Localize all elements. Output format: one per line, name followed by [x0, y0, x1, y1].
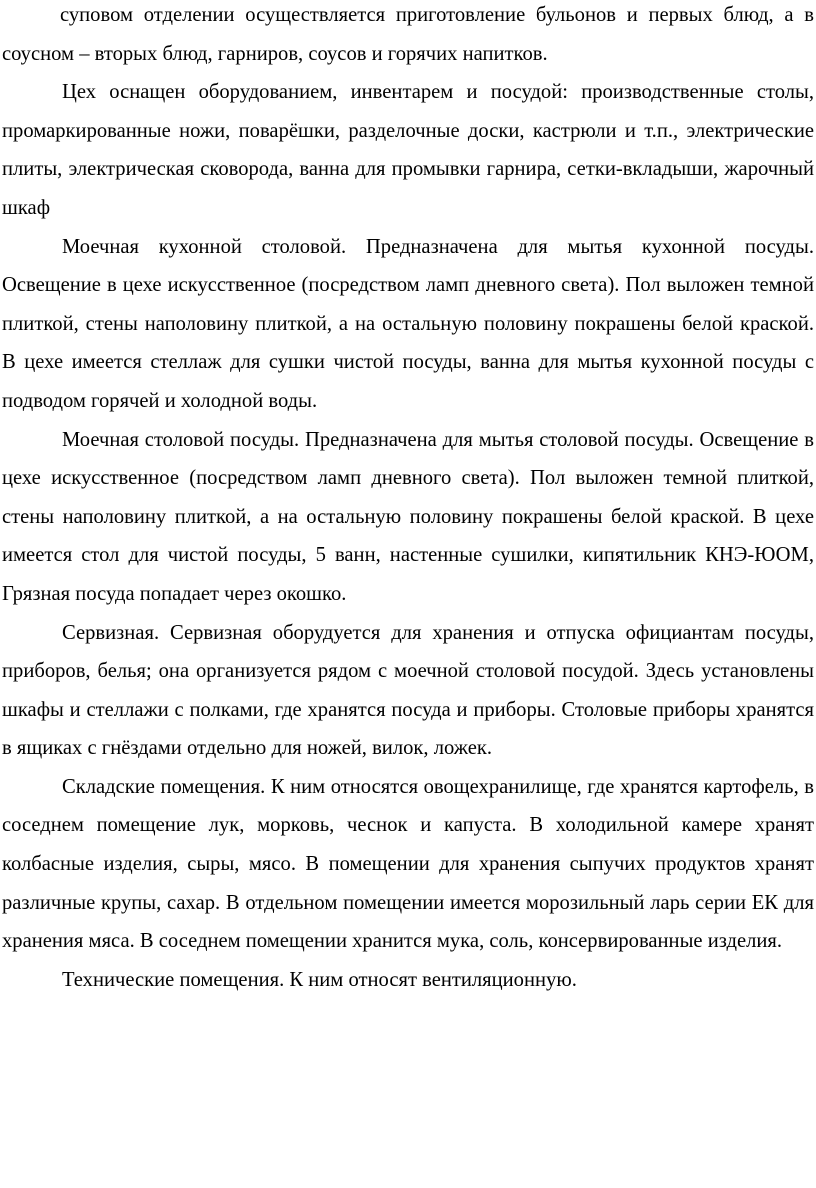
- paragraph-heading: Моечная кухонной столовой.: [62, 235, 347, 258]
- paragraph-heading: Моечная столовой посуды.: [62, 428, 300, 451]
- paragraph-heading: Складские помещения.: [62, 775, 266, 798]
- paragraph-soup-section: [2, 0, 814, 73]
- paragraph-text: суповом отделении осуществляется приготовление бульонов и первых блюд, а в соусном – вторых блюд, гарниров, соусов и горячих напитков.: [2, 4, 814, 65]
- paragraph-equipment: [2, 73, 814, 227]
- paragraph-heading: Сервизная.: [62, 621, 160, 644]
- paragraph-storage-rooms: [2, 768, 814, 961]
- paragraph-technical-rooms: [2, 961, 814, 1000]
- paragraph-text: К ним относятся овощехранилище, где хранятся картофель, в соседнем помещение лук, морковь, чеснок и капуста. В холодильной камере хранят колбасные изделия, сыры, мясо. В помещении для хранения сыпучих продуктов хранят различные крупы, сахар. В отдельном помещении имеется морозильный ларь серии ЕК для хранения мяса. В соседнем помещении хранится мука, соль, консервированные изделия.: [2, 775, 814, 953]
- paragraph-text: К ним относят вентиляционную.: [284, 968, 577, 991]
- paragraph-tableware-washroom: [2, 421, 814, 614]
- paragraph-text: Сервизная оборудуется для хранения и отпуска официантам посуды, приборов, белья; она организуется рядом с моечной столовой посудой. Здесь установлены шкафы и стеллажи с полками, где хранятся посуда и приборы. Столовые приборы хранятся в ящиках с гнёздами отдельно для ножей, вилок, ложек.: [2, 621, 814, 760]
- paragraph-text: Предназначена для мытья столовой посуды. Освещение в цехе искусственное (посредством ламп дневного света). Пол выложен темной плиткой, стены наполовину плиткой, а на остальную половину покрашены белой краской. В цехе имеется стол для чистой посуды, 5 ванн, настенные сушилки, кипятильник КНЭ-ЮОМ, Грязная посуда попадает через окошко.: [2, 428, 814, 605]
- paragraph-text: Предназначена для мытья кухонной посуды. Освещение в цехе искусственное (посредством ламп дневного света). Пол выложен темной плиткой, стены наполовину плиткой, а на остальную половину покрашены белой краской. В цехе имеется стеллаж для сушки чистой посуды, ванна для мытья кухонной посуды с подводом горячей и холодной воды.: [2, 235, 814, 412]
- paragraph-service-room: [2, 614, 814, 768]
- paragraph-text: Цех оснащен оборудованием, инвентарем и посудой: производственные столы, промаркированные ножи, поварёшки, разделочные доски, кастрюли и т.п., электрические плиты, электрическая сковорода, ванна для промывки гарнира, сетки-вкладыши, жарочный шкаф: [2, 81, 814, 219]
- paragraph-kitchen-washroom: [2, 228, 814, 421]
- paragraph-heading: Технические помещения.: [62, 968, 285, 991]
